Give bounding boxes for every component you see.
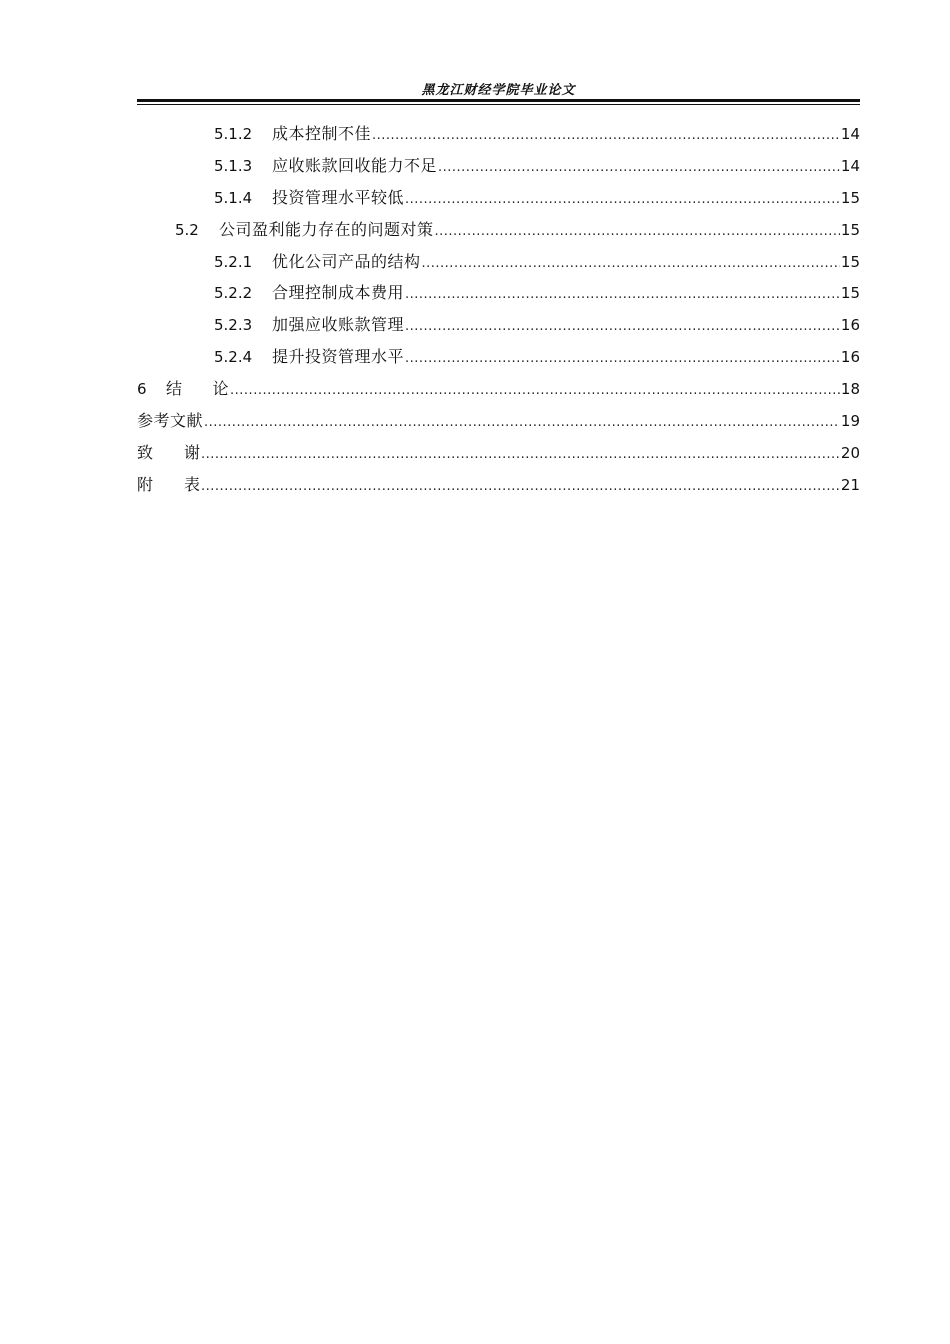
toc-entry-title: 加强应收账款管理: [272, 315, 405, 335]
toc-leader-dots: [405, 279, 840, 311]
toc-entry-page: 15: [840, 284, 860, 303]
toc-entry-number: 5.2.4: [214, 348, 253, 367]
toc-entry[interactable]: [137, 214, 860, 246]
toc-entry-number: 5.2.2: [214, 284, 253, 303]
toc-entry-title: 投资管理水平较低: [272, 187, 405, 207]
toc-entry[interactable]: [137, 182, 860, 214]
toc-entry-title: 提升投资管理水平: [272, 347, 405, 367]
toc-entry-number: 6: [137, 380, 147, 399]
toc-entry[interactable]: [137, 341, 860, 373]
toc-entry-title: 优化公司产品的结构: [272, 251, 421, 271]
toc-entry-page: 15: [840, 252, 860, 271]
toc-entry-page: 16: [840, 316, 860, 335]
toc-entry-page: 18: [840, 380, 860, 399]
toc-entry-number: 5.2.3: [214, 316, 253, 335]
toc-entry-page: 16: [840, 348, 860, 367]
toc-leader-dots: [230, 375, 840, 407]
toc-leader-dots: [438, 152, 840, 184]
toc-entry-page: 20: [840, 443, 860, 462]
toc-entry[interactable]: [137, 309, 860, 341]
toc-entry-page: 19: [840, 412, 860, 431]
toc-entry-number: 5.1.2: [214, 125, 253, 143]
toc-entry[interactable]: [137, 277, 860, 309]
toc-leader-dots: [204, 407, 840, 439]
toc-entry-number: 5.1.4: [214, 188, 253, 207]
toc-entry-appendix[interactable]: [137, 469, 860, 501]
toc-leader-dots: [435, 216, 840, 248]
toc-entry-title: 致 谢: [137, 442, 201, 462]
toc-leader-dots: [201, 471, 840, 503]
toc-entry-title: 附 表: [137, 474, 201, 494]
toc-entry[interactable]: [137, 118, 860, 150]
running-header: 黑龙江财经学院毕业论文: [421, 83, 576, 98]
toc-entry-page: 15: [840, 220, 860, 239]
table-of-contents: [137, 118, 860, 501]
toc-entry-acknowledgements[interactable]: [137, 437, 860, 469]
toc-entry[interactable]: [137, 150, 860, 182]
toc-entry-page: 15: [840, 188, 860, 207]
toc-entry-page: 14: [840, 125, 860, 143]
toc-entry-title: 公司盈利能力存在的问题对策: [219, 219, 434, 239]
toc-entry-conclusion[interactable]: [137, 373, 860, 405]
toc-leader-dots: [405, 184, 840, 216]
toc-entry-page: 21: [840, 475, 860, 494]
toc-entry-number: 5.1.3: [214, 156, 253, 175]
toc-entry-title: 应收账款回收能力不足: [272, 155, 438, 175]
header-rule-thin: [137, 104, 860, 105]
toc-leader-dots: [405, 343, 840, 375]
toc-entry[interactable]: [137, 246, 860, 278]
toc-entry-title: 合理控制成本费用: [272, 283, 405, 303]
toc-leader-dots: [405, 311, 840, 343]
toc-leader-dots: [372, 120, 840, 152]
header-rule-thick: [137, 99, 860, 102]
toc-entry-number: 5.2.1: [214, 252, 253, 271]
toc-entry-title: 结 论: [166, 379, 230, 399]
toc-entry-title: 成本控制不佳: [272, 124, 372, 143]
toc-entry-page: 14: [840, 156, 860, 175]
toc-leader-dots: [201, 439, 840, 471]
toc-entry-number: 5.2: [175, 220, 199, 239]
toc-leader-dots: [422, 248, 840, 280]
toc-entry-title: 参考文献: [137, 411, 204, 431]
toc-entry-references[interactable]: [137, 405, 860, 437]
